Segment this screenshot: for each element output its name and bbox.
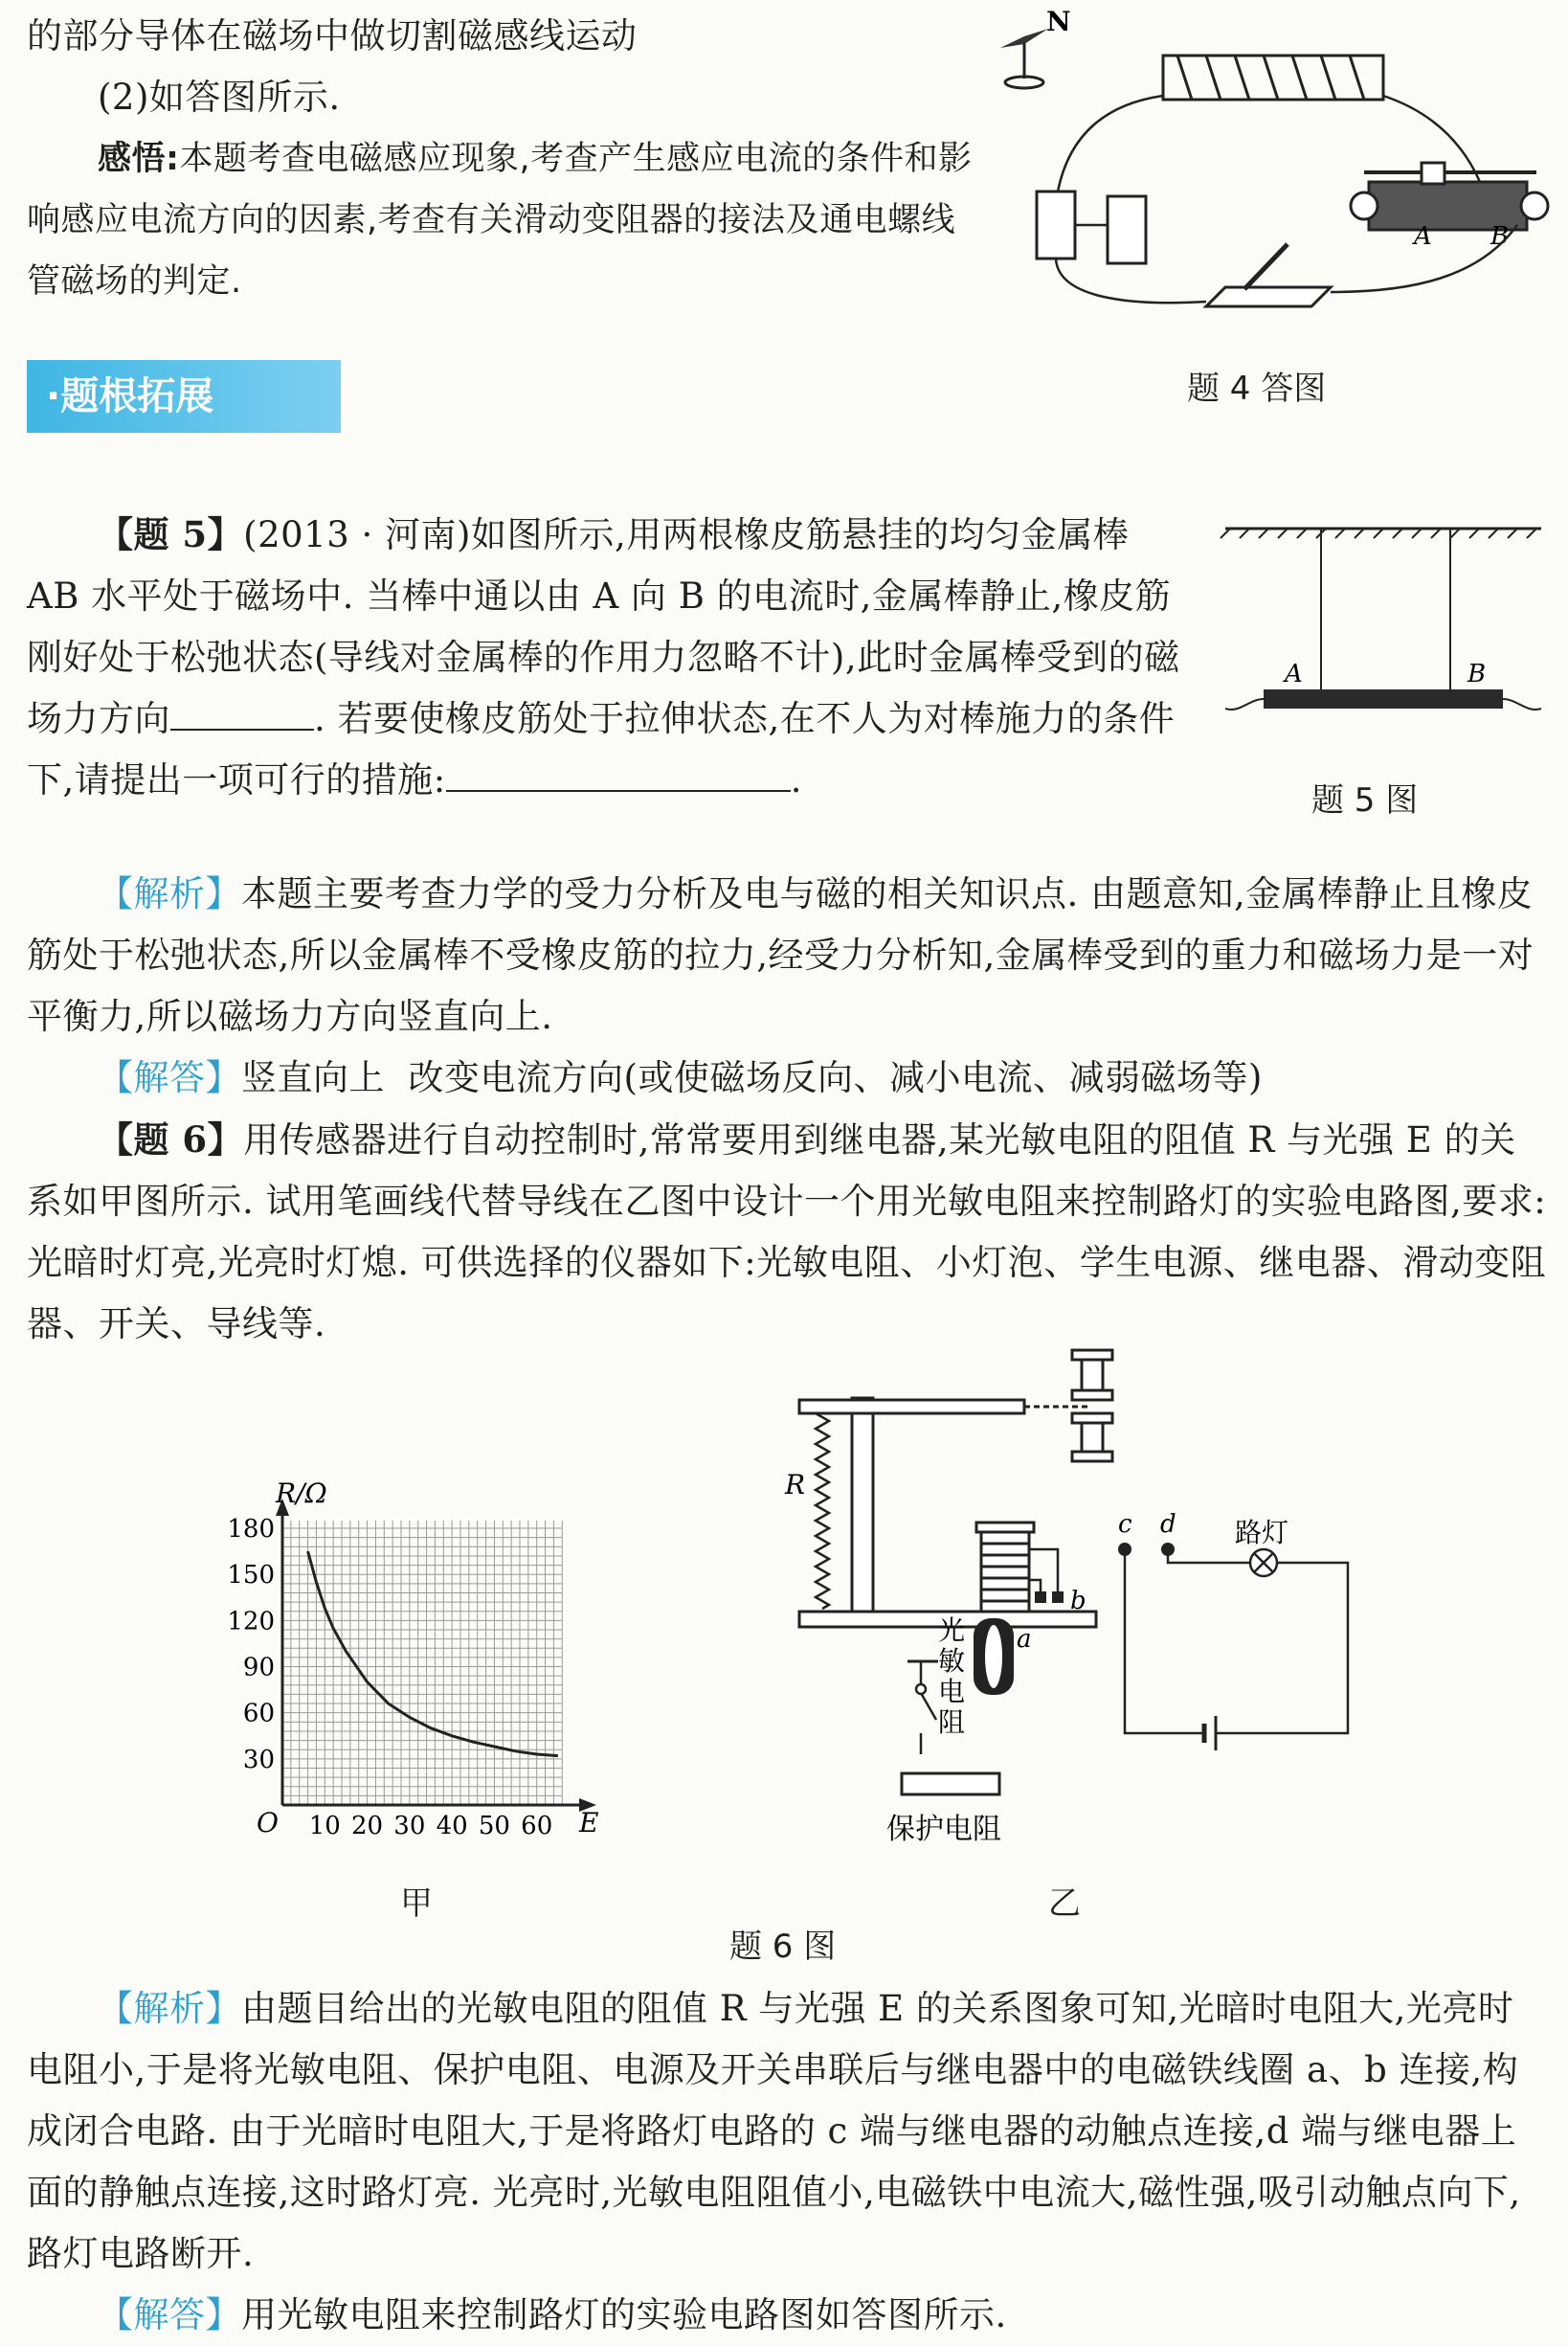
photoresistor-icon — [974, 1618, 1014, 1695]
x-tick-label: 60 — [521, 1812, 553, 1840]
switch-symbol-icon — [907, 1661, 938, 1754]
y-tick-label: 60 — [242, 1699, 275, 1728]
relay-circuit-diagram — [766, 1341, 1378, 1896]
electromagnet-coil-icon — [976, 1523, 1034, 1612]
x-tick-label: 20 — [351, 1812, 384, 1840]
fig5-a-label: A — [1285, 660, 1303, 688]
chart-series-line — [308, 1551, 558, 1756]
y-tick-label: 90 — [242, 1653, 275, 1682]
battery-icon — [1037, 192, 1146, 263]
q5-analysis — [27, 864, 1549, 1048]
fig4-a-label: A — [1414, 222, 1432, 251]
relay-r-label: R — [785, 1469, 806, 1500]
protective-resistor-icon — [902, 1773, 999, 1794]
spring-icon — [816, 1413, 829, 1609]
top-text-block — [27, 6, 974, 312]
protective-resistor-label: 保护电阻 — [886, 1813, 1001, 1846]
chart-grid — [282, 1521, 562, 1805]
y-tick-label: 30 — [242, 1745, 275, 1774]
q6-question — [27, 1109, 1549, 1355]
figure-6-right-caption: 乙 — [1048, 1884, 1081, 1923]
x-tick-label: 40 — [436, 1812, 468, 1840]
figure-6-caption: 题 6 图 — [729, 1928, 837, 1966]
q5-blank-2 — [446, 757, 791, 792]
chart-ticks — [227, 1515, 552, 1840]
relay-armature — [799, 1400, 1024, 1413]
terminal-b-label: b — [1070, 1587, 1086, 1615]
q6-analysis-block — [27, 1978, 1549, 2346]
chart-axes — [276, 1499, 596, 1812]
q5-answer-tag: 【解答】 — [98, 1057, 241, 1098]
x-tick-label: 10 — [308, 1812, 341, 1840]
q5-answer-text: 竖直向上 改变电流方向(或使磁场反向、减小电流、减弱磁场等) — [241, 1057, 1263, 1098]
static-contact-icon — [1072, 1350, 1112, 1461]
figure-5-diagram — [1206, 517, 1551, 747]
photo-label-3: 电 — [938, 1676, 966, 1707]
q6-answer-tag: 【解答】 — [98, 2294, 241, 2335]
y-tick-label: 150 — [227, 1561, 275, 1590]
q6-tag: 【题 6】 — [98, 1118, 244, 1161]
section-banner: ·题根拓展 — [27, 360, 341, 433]
fig4-b-label: B — [1490, 222, 1510, 251]
q5-analysis-text: 本题主要考查力学的受力分析及电与磁的相关知识点. 由题意知,金属棒静止且橡皮筋处于松弛状态,所以金属棒不受橡皮筋的拉力,经受力分析知,金属棒受到的重力和磁场力是一对平衡力,所以磁场力方向竖直向上. — [27, 873, 1534, 1037]
q6-analysis — [27, 1978, 1549, 2285]
q5-tag: 【题 5】 — [98, 513, 244, 555]
q5-analysis-tag: 【解析】 — [98, 873, 241, 914]
relay-post — [852, 1398, 873, 1613]
q5-text-before: (2013 · 河南)如图所示,用两根橡皮筋悬挂的均匀金属棒 AB 水平处于磁场中. 当棒中通以由 A 向 B 的电流时,金属棒静止,橡皮筋刚好处于松弛状态(导线对金属棒的作用力忽略不计),此时金属棒受到的磁场力方向 — [27, 514, 1180, 739]
insight-text: 本题考查电磁感应现象,考查产生感应电流的条件和影响感应电流方向的因素,考查有关滑动变阻器的接法及通电螺线管磁场的判定. — [27, 140, 973, 301]
photo-label-2: 敏 — [938, 1645, 966, 1677]
q5-paragraph — [27, 504, 1193, 811]
terminal-d-label: d — [1160, 1510, 1176, 1539]
figure-6-left-caption: 甲 — [400, 1884, 433, 1923]
q6-analysis-tag: 【解析】 — [98, 1988, 241, 2029]
terminal-a-label: a — [1017, 1625, 1032, 1654]
fig4-n-label: N — [1046, 6, 1071, 37]
chart-y-axis-label: R/Ω — [276, 1478, 327, 1509]
q6-answer — [27, 2285, 1549, 2346]
top-line-2: (2)如答图所示. — [98, 77, 341, 118]
figure-5-caption: 题 5 图 — [1311, 781, 1419, 820]
street-lamp-label: 路灯 — [1235, 1517, 1289, 1548]
insight-label: 感悟: — [98, 140, 180, 178]
solenoid — [1163, 56, 1383, 100]
q5-answer — [27, 1048, 1549, 1109]
rheostat-icon — [1351, 163, 1548, 230]
photo-label-4: 阻 — [938, 1706, 966, 1738]
battery-symbol-icon — [1204, 1716, 1216, 1750]
figure-4-caption: 题 4 答图 — [1187, 370, 1327, 408]
y-tick-label: 180 — [227, 1515, 275, 1545]
q5-q6-text-block — [27, 864, 1549, 1355]
metal-rod — [1264, 689, 1503, 709]
terminal-c-label: c — [1118, 1510, 1132, 1539]
terminal-a — [1035, 1591, 1046, 1603]
top-line-1: 的部分导体在磁场中做切割磁感线运动 — [27, 15, 638, 56]
q6-text: 用传感器进行自动控制时,常常要用到继电器,某光敏电阻的阻值 R 与光强 E 的关系如甲图所示. 试用笔画线代替导线在乙图中设计一个用光敏电阻来控制路灯的实验电路图,要求:光暗时灯亮,光亮时灯熄. 可供选择的仪器如下:光敏电阻、小灯泡、学生电源、继电器、滑动变阻器、开关、导线等. — [27, 1119, 1547, 1344]
fig5-b-label: B — [1467, 660, 1487, 688]
q5-blank-1 — [170, 696, 314, 731]
terminal-b — [1052, 1591, 1064, 1603]
q5-text-end: . — [790, 759, 802, 801]
switch-icon — [1206, 244, 1331, 306]
y-tick-label: 120 — [227, 1607, 275, 1636]
chart-x-axis-label: E — [579, 1807, 599, 1838]
lamp-icon — [1250, 1549, 1277, 1576]
chart-r-vs-e — [191, 1470, 641, 1872]
q6-answer-text: 用光敏电阻来控制路灯的实验电路图如答图所示. — [241, 2294, 1007, 2335]
figure-4-answer-diagram — [981, 0, 1556, 354]
q6-analysis-text: 由题目给出的光敏电阻的阻值 R 与光强 E 的关系图象可知,光暗时电阻大,光亮时电阻小,于是将光敏电阻、保护电阻、电源及开关串联后与继电器中的电磁铁线圈 a、b 连接,构成闭合电路. 由于光暗时电阻大,于是将路灯电路的 c 端与继电器的动触点连接,d 端与继电器上面的静触点连接,这时路灯亮. 光亮时,光敏电阻阻值小,电磁铁中电流大,磁性强,吸引动触点向下,路灯电路断开. — [27, 1988, 1521, 2274]
x-tick-label: 30 — [393, 1812, 426, 1840]
photo-label-1: 光 — [938, 1614, 966, 1646]
compass-needle-icon — [1000, 29, 1048, 88]
insight-paragraph — [27, 128, 974, 312]
x-tick-label: 50 — [478, 1812, 510, 1840]
chart-origin-label: O — [257, 1807, 279, 1838]
q5-text-middle: . 若要使橡皮筋处于拉伸状态,在不人为对棒施力的条件下,请提出一项可行的措施: — [27, 698, 1176, 801]
